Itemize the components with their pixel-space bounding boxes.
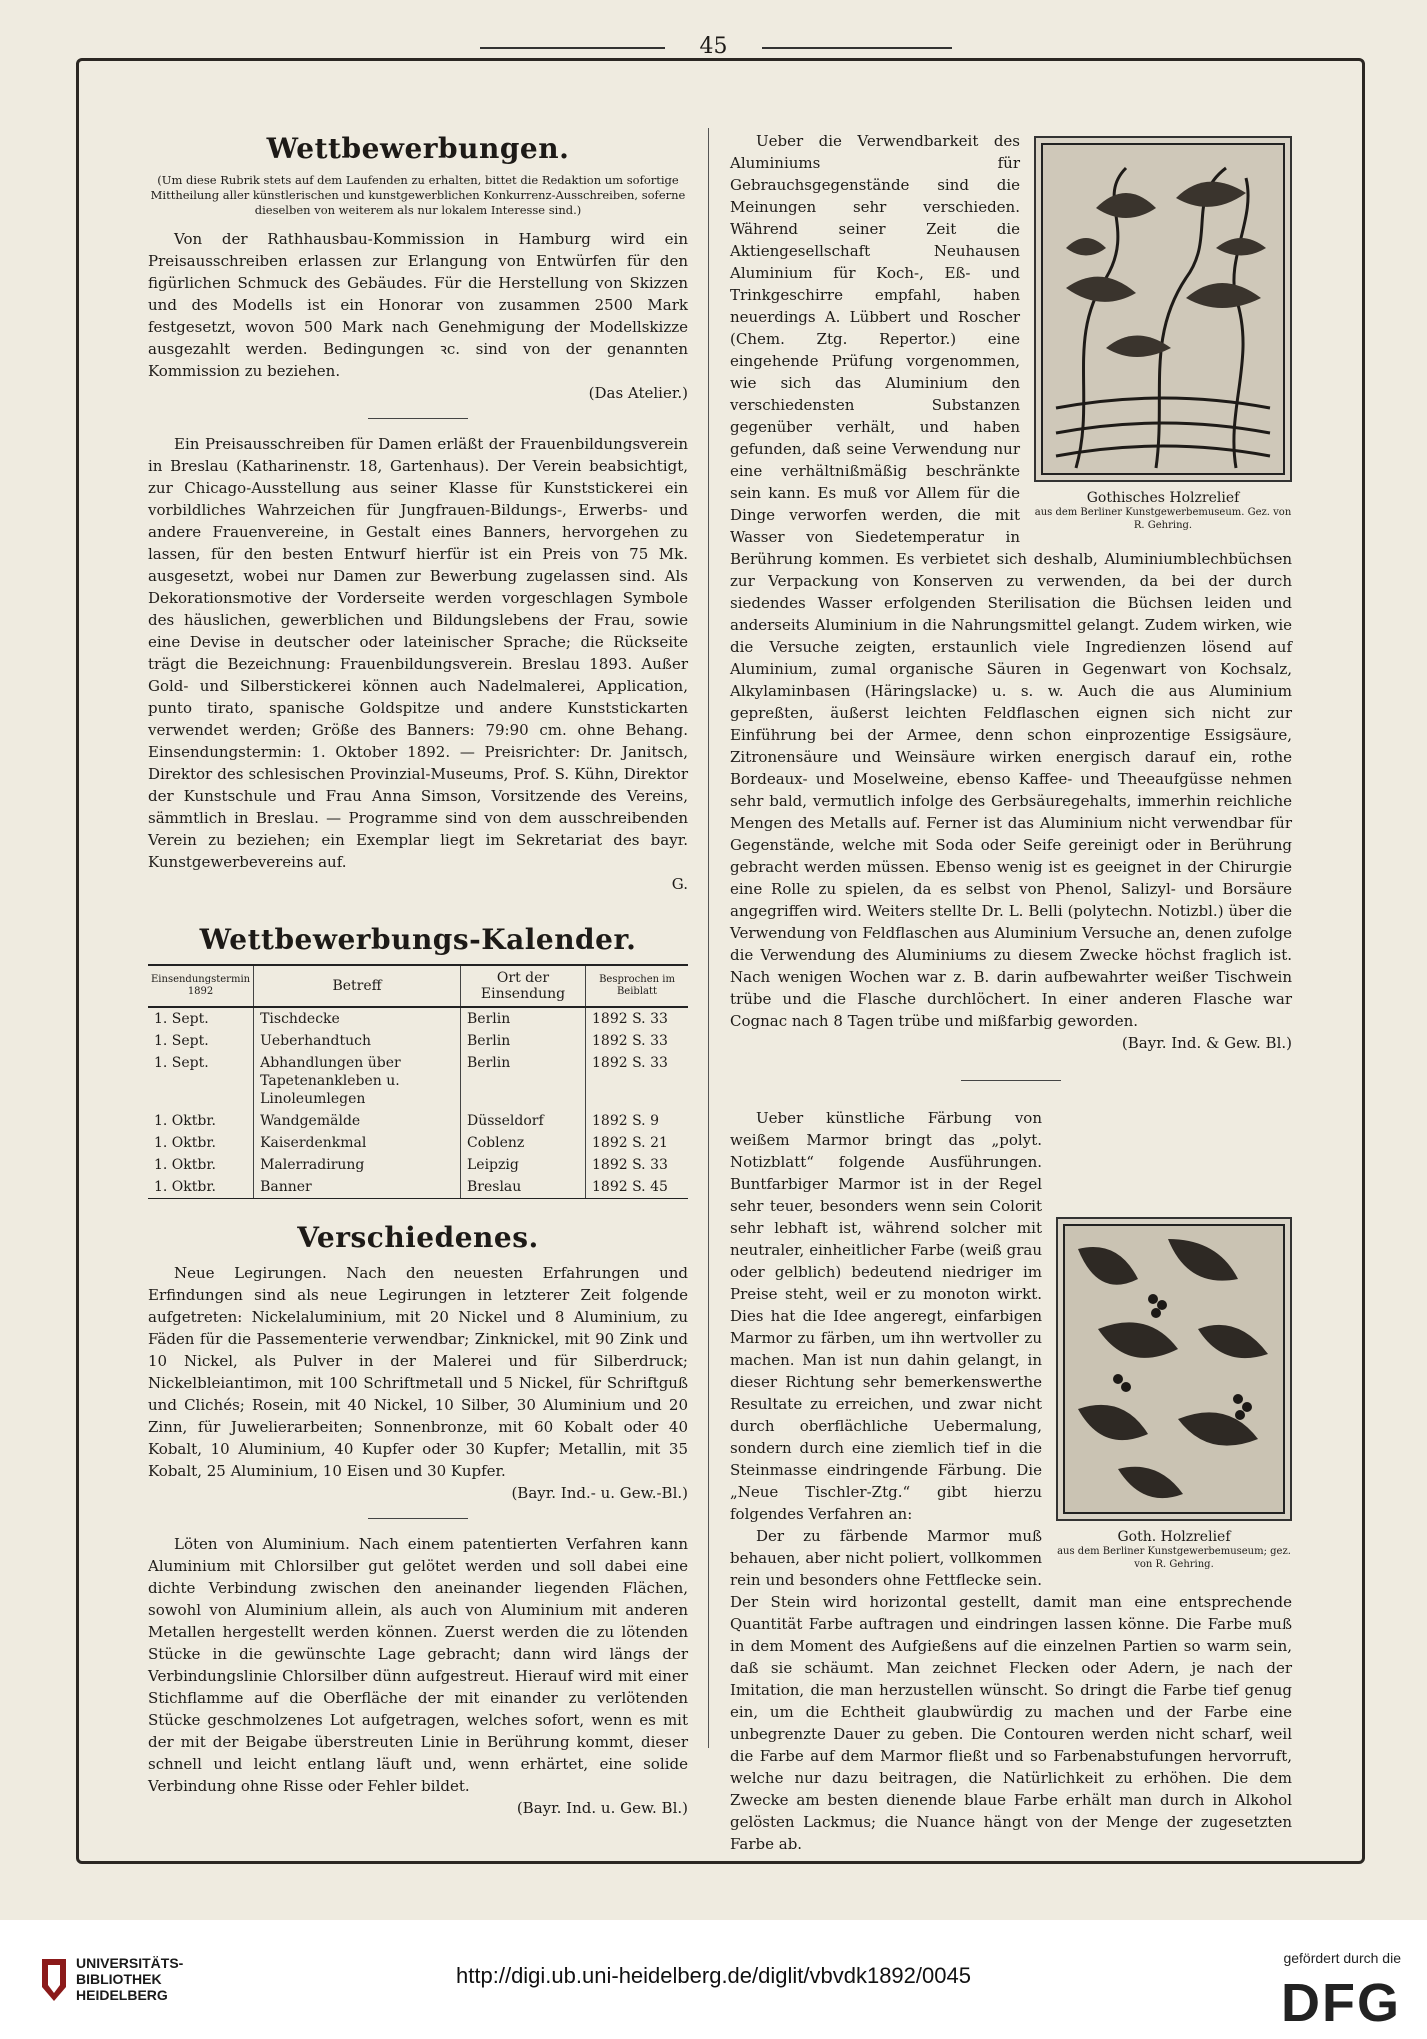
relief-image-1 <box>1034 136 1292 482</box>
top-rule-right <box>762 47 952 49</box>
table-cell: 1. Oktbr. <box>148 1176 254 1199</box>
table-cell: Coblenz <box>461 1132 586 1154</box>
vine-leaves-illustration <box>1058 1219 1290 1519</box>
table-cell: Abhandlungen über Tapetenankleben u. Linoleumlegen <box>254 1052 461 1110</box>
heading-verschiedenes: Verschiedenes. <box>297 1221 539 1254</box>
col-header-ort: Ort der Einsendung <box>461 965 586 1007</box>
table-cell: 1892 S. 33 <box>592 1033 668 1049</box>
table-row <box>148 1154 688 1176</box>
table-cell: 1. Sept. <box>148 1007 254 1030</box>
article-damen: Ein Preisausschreiben für Damen erläßt der Frauenbildungsverein in Breslau (Katharinenstr. 18, Gartenhaus). Der Verein beabsichtigt, zur Chicago-Ausstellung aus seiner Klasse für Kunststickerei ein vorbildliches Wahrzeichen für Jungfrauen-Bildungs-, Erwerbs- und andere Frauenvereine, in Gestalt eines Banners, hervorgehen zu lassen, für den besten Entwurf hierfür ist ein Preis von 75 Mk. ausgesetzt, wobei nur Damen zur Bewerbung zugelassen sind. Als Dekorationsmotive der Vorderseite werden vorgeschlagen Symbole des häuslichen, gewerblichen und Bildungslebens der Frau, sowie eine Devise in deutscher oder lateinischer Sprache; die Rückseite trägt die Bezeichnung: Frauenbildungsverein. Breslau 1893. Außer Gold- und Silberstickerei können auch Nadelmalerei, Application, punto tirato, spanische Goldspitze und andere Kunststickarten verwendet werden; Größe des Banners: 79:90 cm. ohne Behang. Einsendungstermin: 1. Oktober 1892. — Preisrichter: Dr. Janitsch, Direktor des schlesischen Provinzial-Museums, Prof. S. Kühn, Direktor der Kunstschule und Frau Anna Simson, Vorsitzende des Vereins, sämmtlich in Breslau. — Programme sind von dem ausschreibenden Verein zu beziehen; ein Exemplar liegt im Sekretariat des bayr. Kunstgewerbevereins auf. <box>148 435 688 871</box>
table-row <box>148 1132 688 1154</box>
table-cell: 1892 S. 33 <box>592 1011 668 1027</box>
page-number: 45 <box>699 34 728 59</box>
figure2-caption: Goth. Holzrelief <box>1117 1529 1231 1545</box>
table-cell: Berlin <box>461 1030 586 1052</box>
source-bayr-2: (Bayr. Ind. u. Gew. Bl.) <box>516 1799 688 1817</box>
article-legirungen: Neue Legirungen. Nach den neuesten Erfahrungen und Erfindungen sind als neue Legirungen in letzterer Zeit folgende aufgetreten: Nickelaluminium, mit 20 Nickel und 8 Aluminium, zu Fäden für die Passementerie verwendbar; Zinknickel, mit 90 Zink und 10 Nickel, als Pulver in der Malerei und für Silberdruck; Nickelbleiantimon, mit 100 Schriftmetall und 5 Nickel, für Schriftguß und Clichés; Rosein, mit 40 Nickel, 10 Silber, 30 Aluminium und 20 Zinn, für Juwelierarbeiten; Sonnenbronze, mit 60 Kobalt oder 40 Kobalt, 10 Aluminium, 40 Kupfer oder 30 Kupfer; Metallin, mit 35 Kobalt, 25 Aluminium, 10 Eisen und 30 Kupfer. <box>148 1264 688 1480</box>
table-cell: Wandgemälde <box>254 1110 461 1132</box>
table-cell: 1. Oktbr. <box>148 1110 254 1132</box>
table-cell: Berlin <box>461 1007 586 1030</box>
col-header-betreff: Betreff <box>254 965 461 1007</box>
dfg-logo[interactable]: DFG <box>1281 1973 1401 2033</box>
article-marmor: Ueber künstliche Färbung von weißem Marmor bringt das „polyt. Notizblatt“ folgende Ausführungen. Buntfarbiger Marmor ist in der Regel sehr teuer, besonders wenn sein Colorit sehr lebhaft ist, während solcher mit neutraler, einheitlicher Farbe (weiß grau oder gelblich) bedeutend niedriger im Preise steht, weil er zu monoton wirkt. Dies hat die Idee angeregt, einfarbigen Marmor zu färben, um ihn wertvoller zu machen. Man ist nun dahin gelangt, in dieser Richtung sehr bemerkenswerthe Resultate zu erreichen, und zwar nicht durch oberflächliche Uebermalung, sondern durch eine ziemlich tief in die Steinmasse eindringende Färbung. Die „Neue Tischler-Ztg.“ gibt hierzu folgendes Verfahren an: <box>730 1109 1042 1523</box>
figure2-credit: aus dem Berliner Kunstgewerbemuseum; gez. von R. Gehring. <box>1057 1546 1291 1570</box>
table-cell: 1. Sept. <box>148 1030 254 1052</box>
table-cell: 1. Oktbr. <box>148 1154 254 1176</box>
article-loeten: Löten von Aluminium. Nach einem patentierten Verfahren kann Aluminium mit Chlorsilber gut gelötet werden und soll dabei eine dichte Verbindung zwischen den aneinander liegenden Flächen, sowohl von Aluminium allein, als auch von Aluminium mit anderen Metallen hergestellt werden können. Zuerst werden die zu lötenden Stücke in die gewünschte Lage gebracht; dann wird längs der Verbindungslinie Chlorsilber dünn aufgestreut. Hierauf wird mit einer Stichflamme auf die Oberfläche der mit einander zu verlötenden Stücke geschmolzenes Lot aufgetragen, welches sofort, wenn es mit der mit der Beigabe überstreuten Linie in Berührung kommt, dieser schnell und leicht entlang läuft und, wenn erhärtet, eine solide Verbindung ohne Risse oder Fehler bildet. <box>148 1535 688 1795</box>
col-header-termin: Einsendungstermin 1892 <box>148 965 254 1007</box>
table-cell: 1892 S. 33 <box>592 1055 668 1071</box>
table-row <box>148 1052 688 1110</box>
table-cell: 1. Sept. <box>148 1052 254 1110</box>
library-line-1: UNIVERSITÄTS- <box>76 1955 184 1971</box>
signature-g: G. <box>671 875 688 893</box>
separator <box>368 1518 468 1519</box>
article-hamburg: Von der Rathhausbau-Kommission in Hamburg wird ein Preisausschreiben erlassen zur Erlangung von Entwürfen für den figürlichen Schmuck des Gebäudes. Für die Herstellung von Skizzen und des Modells ist ein Honorar von zusammen 2500 Mark festgesetzt, wovon 500 Mark nach Genehmigung der Modellskizze ausgezahlt werden. Bedingungen ꝛc. sind von der genannten Kommission zu beziehen. <box>148 230 688 380</box>
table-cell: Düsseldorf <box>461 1110 586 1132</box>
figure1-caption: Gothisches Holzrelief <box>1086 490 1240 506</box>
table-body <box>148 1007 688 1199</box>
source-atelier: (Das Atelier.) <box>588 384 688 402</box>
editorial-note: (Um diese Rubrik stets auf dem Laufenden zu erhalten, bittet die Redaktion um sofortige Mittheilung aller künstlerischen und kunstgewerblichen Konkurrenz-Ausschreiben, soferne dieselben von weiterem als nur lokalem Interesse sind.) <box>150 173 686 217</box>
table-row <box>148 1176 688 1199</box>
table-cell: 1892 S. 33 <box>592 1157 668 1173</box>
figure1-credit: aus dem Berliner Kunstgewerbemuseum. Gez. von R. Gehring. <box>1034 507 1292 531</box>
source-bayr-3: (Bayr. Ind. & Gew. Bl.) <box>1121 1034 1292 1052</box>
library-line-3: HEIDELBERG <box>76 1987 168 2003</box>
table-cell: Ueberhandtuch <box>254 1030 461 1052</box>
article-aluminium: Ueber die Verwendbarkeit des Aluminiums für Gebrauchsgegenstände sind die Meinungen sehr verschieden. Während seiner Zeit die Aktiengesellschaft Neuhausen Aluminium für Koch-, Eß- und Trinkgeschirre empfahl, haben neuerdings A. Lübbert und Roscher (Chem. Ztg. Repertor.) eine eingehende Prüfung vorgenommen, wie sich das Aluminium den verschiedensten Substanzen gegenüber verhält, und haben gefunden, daß seine Verwendung nur eine verhältnißmäßig beschränkte sein kann. Es muß vor Allem für die Dinge verworfen werden, die mit Wasser von Siedetemperatur in Berührung kommen. Es verbietet sich deshalb, Aluminiumblechbüchsen zur Verpackung von Konserven zu verwenden, da bei der durch siedendes Wasser erfolgenden Sterilisation die Büchsen leiden und anderseits Aluminium in die Nahrungsmittel gelangt. Zudem wirken, wie die Versuche zeigten, erstaunlich viele Ingredienzen lösend auf Aluminium, zumal organische Säuren in Gegenwart von Kochsalz, Alkylaminbasen (Häringslacke) u. s. w. Auch die aus Aluminium gepreßten, äußerst leichten Feldflaschen eignen sich nicht zur Einführung bei der Armee, denn schon einprozentige Essigsäure, Zitronensäure und Weinsäure wirken energisch darauf ein, rothe Bordeaux- und Moselweine, ebenso Kaffee- und Theeaufgüsse nehmen sehr bald, vermutlich infolge des Gerbsäuregehalts, immerhin reichliche Mengen des Metalls auf. Ferner ist das Aluminium nicht verwendbar für Gegenstände, welche mit Soda oder Seife gereinigt oder in Berührung gebracht werden müssen. Ebenso wenig ist es geeignet in der Chirurgie eine Rolle zu spielen, da es selbst von Phenol, Salizyl- und Borsäure angegriffen wird. Weiters stellte Dr. L. Belli (polytechn. Notizbl.) über die Verwendung von Feldflaschen aus Aluminium Versuche an, denen zufolge die Verwendung des Aluminiums zu diesem Zwecke höchst fraglich ist. Nach wenigen Wochen war z. B. darin aufbewahrter weißer Tischwein trübe und die Flasche durchlöchert. In einer anderen Flasche war Cognac nach 8 Tagen trübe und mißfarbig geworden. <box>730 132 1292 1030</box>
col-header-beiblatt: Besprochen im Beiblatt <box>586 965 689 1007</box>
table-row <box>148 1030 688 1052</box>
right-column <box>730 130 1292 1855</box>
table-cell: 1892 S. 21 <box>592 1135 668 1151</box>
table-cell: Breslau <box>461 1176 586 1199</box>
separator <box>961 1080 1061 1081</box>
table-cell: Tischdecke <box>254 1007 461 1030</box>
table-cell: Berlin <box>461 1052 586 1110</box>
source-bayr-1: (Bayr. Ind.- u. Gew.-Bl.) <box>511 1484 688 1502</box>
left-column <box>148 112 688 1819</box>
table-row <box>148 1110 688 1132</box>
table-cell: Banner <box>254 1176 461 1199</box>
table-cell: Leipzig <box>461 1154 586 1176</box>
figure-gothic-relief-2 <box>1056 1217 1292 1571</box>
heading-kalender: Wettbewerbungs-Kalender. <box>199 923 637 956</box>
permalink-url[interactable]: http://digi.ub.uni-heidelberg.de/diglit/vbvdk1892/0045 <box>456 1963 971 1988</box>
library-line-2: BIBLIOTHEK <box>76 1971 162 1987</box>
table-cell: Malerradirung <box>254 1154 461 1176</box>
relief-image-2 <box>1056 1217 1292 1521</box>
figure-gothic-relief-1 <box>1034 136 1292 532</box>
article-marmor-verfahren: Der zu färbende Marmor muß behauen, aber nicht poliert, vollkommen rein und besonders ohne Fettflecke sein. Der Stein wird horizontal gestellt, damit man eine entsprechende Quantität Farbe auftragen und eindringen lassen könne. Die Farbe muß in dem Moment des Aufgießens auf die einzelnen Partien so warm sein, daß sie schäumt. Man zeichnet Flecken oder Adern, je nach der Imitation, die man herzustellen wünscht. So dringt die Farbe tief genug ein, um die Echtheit glaubwürdig zu machen und der Farbe eine unbegrenzte Dauer zu geben. Die Contouren werden nicht scharf, weil die Farbe auf dem Marmor fließt und so Farbenabstufungen hervorruft, welche nur dazu beitragen, die Natürlichkeit zu erhöhen. Die dem Zwecke am besten dienende blaue Farbe erhält man durch in Alkohol gelösten Lackmus; die Nuance hängt von der Menge der zugesetzten Farbe ab. <box>730 1527 1292 1853</box>
heading-wettbewerbungen: Wettbewerbungen. <box>266 132 570 165</box>
competition-calendar-table <box>148 964 688 1199</box>
separator <box>368 418 468 419</box>
table-cell: 1892 S. 45 <box>586 1176 689 1199</box>
table-cell: Kaiserdenkmal <box>254 1132 461 1154</box>
table-row <box>148 1007 688 1030</box>
funded-by-text: gefördert durch die <box>1283 1950 1401 1966</box>
table-header-row <box>148 965 688 1007</box>
table-cell: 1892 S. 9 <box>592 1113 659 1129</box>
column-divider <box>708 128 709 1748</box>
carved-foliage-illustration <box>1036 138 1290 480</box>
table-cell: 1. Oktbr. <box>148 1132 254 1154</box>
